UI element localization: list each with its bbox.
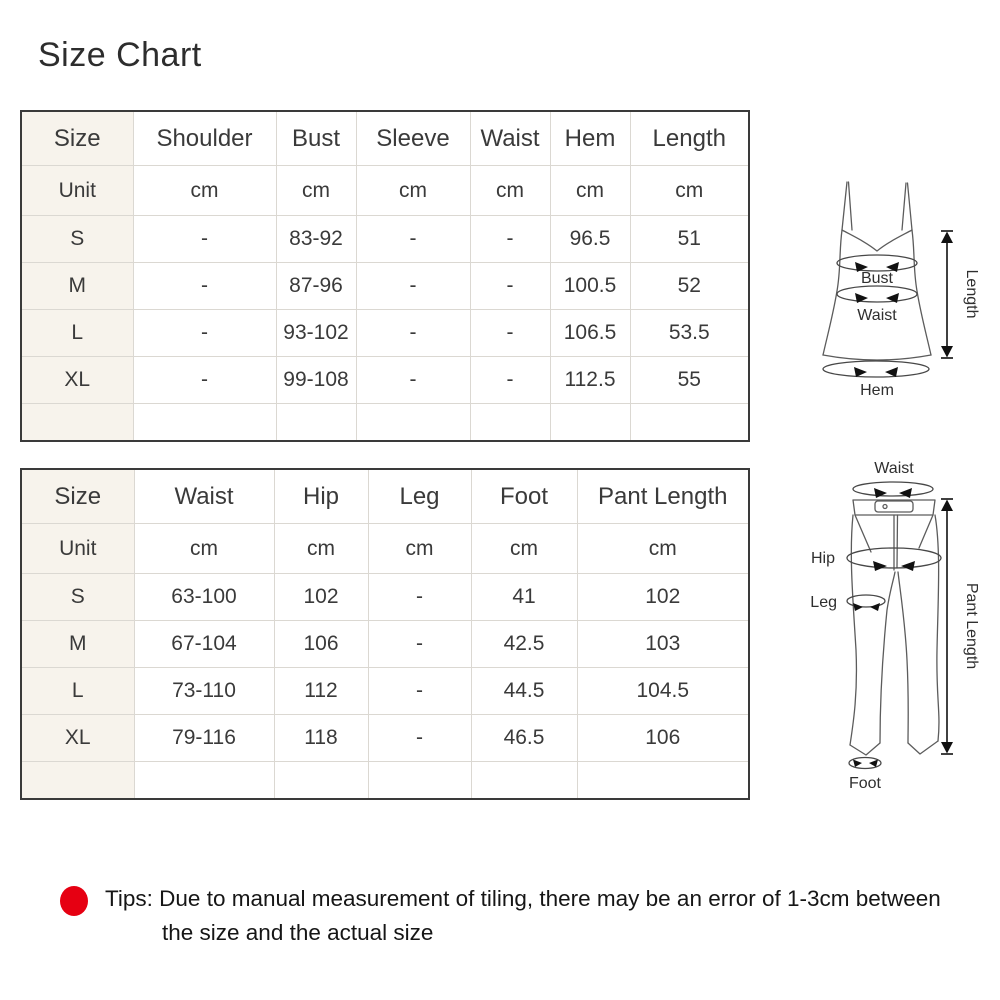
foot-measure <box>849 758 882 793</box>
value-cell: 41 <box>471 574 577 621</box>
value-cell: cm <box>470 166 550 216</box>
size-chart-table-pants <box>20 468 750 800</box>
row-label-cell: M <box>21 263 133 310</box>
camisole-measure-diagram <box>808 163 998 413</box>
leg-label: Leg <box>810 594 837 611</box>
value-cell: 102 <box>577 574 749 621</box>
value-cell: cm <box>276 166 356 216</box>
value-cell: - <box>368 621 471 668</box>
value-cell: - <box>356 216 470 263</box>
value-cell: - <box>368 715 471 762</box>
value-cell: 102 <box>274 574 368 621</box>
value-cell <box>470 404 550 442</box>
value-cell: cm <box>471 524 577 574</box>
value-cell: - <box>133 216 276 263</box>
value-cell: 67-104 <box>134 621 274 668</box>
waist-measure <box>837 286 917 324</box>
row-label-cell: Unit <box>21 166 133 216</box>
pants-waist-measure <box>853 460 933 498</box>
value-cell: 87-96 <box>276 263 356 310</box>
value-cell: 83-92 <box>276 216 356 263</box>
value-cell: - <box>356 263 470 310</box>
bust-measure <box>837 255 917 287</box>
value-cell: cm <box>356 166 470 216</box>
value-cell: - <box>470 357 550 404</box>
row-label-cell: L <box>21 668 134 715</box>
value-cell: - <box>133 310 276 357</box>
pants-outline-icon <box>850 500 939 755</box>
red-dot-icon <box>60 886 88 916</box>
pants-waist-label: Waist <box>874 460 914 477</box>
value-cell: - <box>133 263 276 310</box>
column-header: Waist <box>134 469 274 524</box>
hip-label: Hip <box>810 550 835 567</box>
column-header: Bust <box>276 111 356 166</box>
value-cell: 106 <box>577 715 749 762</box>
row-label-cell: M <box>21 621 134 668</box>
value-cell: 118 <box>274 715 368 762</box>
value-cell: 55 <box>630 357 749 404</box>
column-header: Shoulder <box>133 111 276 166</box>
row-label-cell: S <box>21 216 133 263</box>
value-cell: - <box>356 357 470 404</box>
column-header: Hip <box>274 469 368 524</box>
tips-line-1: Tips: Due to manual measurement of tiling, there may be an error of 1-3cm between <box>105 886 941 911</box>
value-cell <box>134 762 274 800</box>
column-header: Leg <box>368 469 471 524</box>
length-label: Length <box>963 269 980 319</box>
value-cell <box>550 404 630 442</box>
row-label-cell: S <box>21 574 134 621</box>
value-cell <box>133 404 276 442</box>
value-cell: - <box>470 263 550 310</box>
value-cell: 96.5 <box>550 216 630 263</box>
row-label-cell <box>21 404 133 442</box>
pant-length-label: Pant Length <box>963 582 980 670</box>
value-cell: 42.5 <box>471 621 577 668</box>
value-cell: cm <box>577 524 749 574</box>
value-cell: - <box>368 574 471 621</box>
value-cell: 106.5 <box>550 310 630 357</box>
column-header: Foot <box>471 469 577 524</box>
value-cell: 51 <box>630 216 749 263</box>
value-cell: 44.5 <box>471 668 577 715</box>
value-cell: 73-110 <box>134 668 274 715</box>
value-cell <box>276 404 356 442</box>
value-cell <box>274 762 368 800</box>
column-header: Size <box>21 469 134 524</box>
value-cell: 103 <box>577 621 749 668</box>
value-cell: cm <box>550 166 630 216</box>
tips-line-2: the size and the actual size <box>162 920 434 945</box>
length-measure-arrow <box>941 231 980 358</box>
row-label-cell: XL <box>21 715 134 762</box>
tips-text <box>105 882 1000 950</box>
leg-measure <box>810 594 885 611</box>
row-label-cell <box>21 762 134 800</box>
row-label-cell: Unit <box>21 524 134 574</box>
value-cell: 46.5 <box>471 715 577 762</box>
value-cell: 79-116 <box>134 715 274 762</box>
value-cell: 99-108 <box>276 357 356 404</box>
column-header: Pant Length <box>577 469 749 524</box>
value-cell: 53.5 <box>630 310 749 357</box>
column-header: Hem <box>550 111 630 166</box>
value-cell: 52 <box>630 263 749 310</box>
value-cell: 100.5 <box>550 263 630 310</box>
column-header: Size <box>21 111 133 166</box>
value-cell: 63-100 <box>134 574 274 621</box>
hem-measure <box>823 361 929 399</box>
value-cell: 104.5 <box>577 668 749 715</box>
value-cell: 106 <box>274 621 368 668</box>
hem-label: Hem <box>860 382 894 399</box>
value-cell: cm <box>134 524 274 574</box>
value-cell <box>630 404 749 442</box>
value-cell: cm <box>274 524 368 574</box>
row-label-cell: XL <box>21 357 133 404</box>
value-cell: 112.5 <box>550 357 630 404</box>
page-title: Size Chart <box>38 36 202 74</box>
bust-label: Bust <box>860 270 894 287</box>
value-cell <box>356 404 470 442</box>
hip-measure <box>811 548 941 571</box>
value-cell <box>368 762 471 800</box>
column-header: Waist <box>470 111 550 166</box>
pant-length-measure-arrow <box>941 499 980 754</box>
value-cell: cm <box>368 524 471 574</box>
value-cell: 112 <box>274 668 368 715</box>
size-chart-table-top <box>20 110 750 442</box>
value-cell: - <box>368 668 471 715</box>
waist-label: Waist <box>857 307 897 324</box>
value-cell: 93-102 <box>276 310 356 357</box>
value-cell: cm <box>630 166 749 216</box>
value-cell: - <box>470 310 550 357</box>
column-header: Length <box>630 111 749 166</box>
row-label-cell: L <box>21 310 133 357</box>
value-cell: - <box>356 310 470 357</box>
value-cell: - <box>470 216 550 263</box>
value-cell: - <box>133 357 276 404</box>
value-cell <box>577 762 749 800</box>
foot-label: Foot <box>848 775 882 792</box>
pants-measure-diagram <box>795 450 1000 810</box>
value-cell: cm <box>133 166 276 216</box>
value-cell <box>471 762 577 800</box>
column-header: Sleeve <box>356 111 470 166</box>
